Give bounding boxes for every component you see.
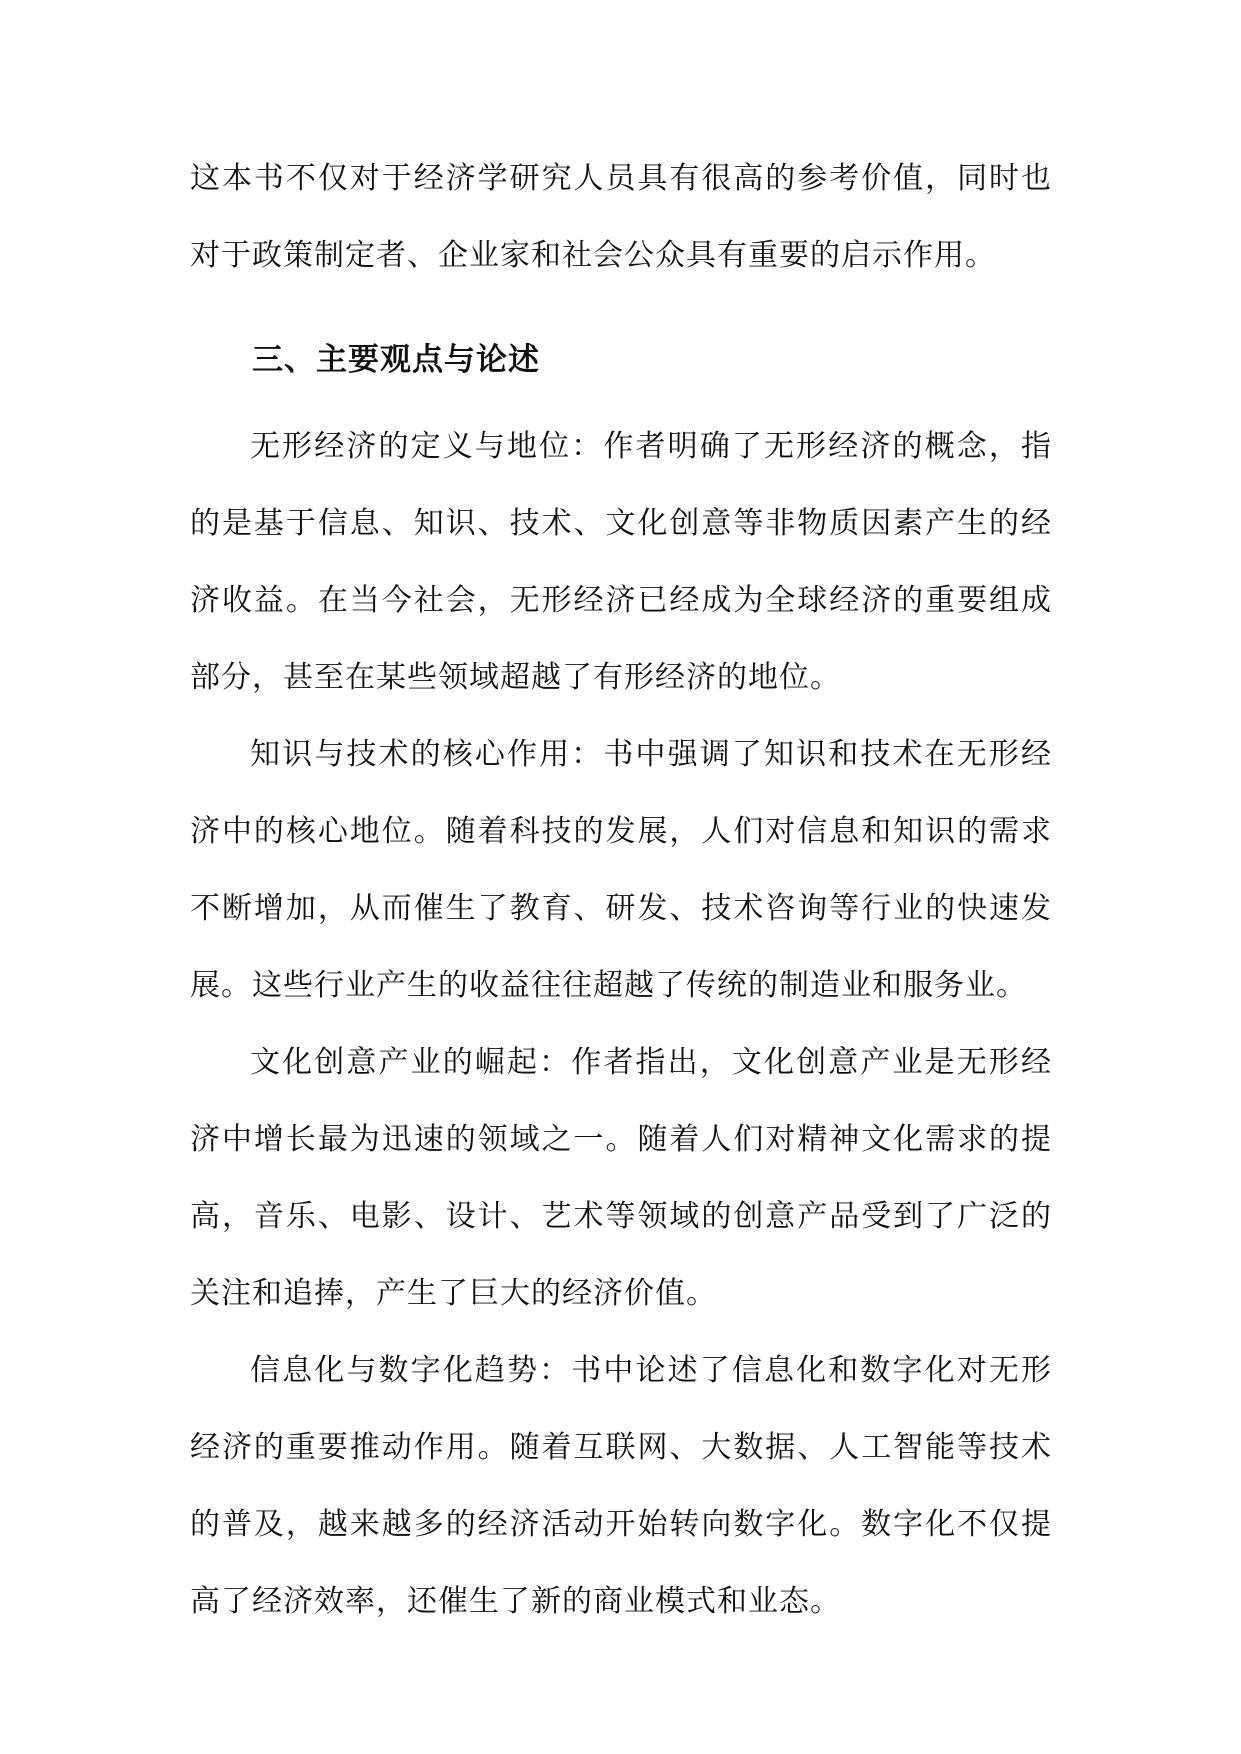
paragraph-knowledge-technology-role: 知识与技术的核心作用：书中强调了知识和技术在无形经济中的核心地位。随着科技的发展，人们对信息和知识的需求不断增加，从而催生了教育、研发、技术咨询等行业的快速发展。这些行业产生的收益往往超越了传统的制造业和服务业。 — [190, 737, 1052, 1003]
paragraph-digitalization-trend: 信息化与数字化趋势：书中论述了信息化和数字化对无形经济的重要推动作用。随着互联网、大数据、人工智能等技术的普及，越来越多的经济活动开始转向数字化。数字化不仅提高了经济效率，还催生了新的商业模式和业态。 — [190, 1353, 1052, 1619]
intro-paragraph: 这本书不仅对于经济学研究人员具有很高的参考价值，同时也对于政策制定者、企业家和社会公众具有重要的启示作用。 — [190, 161, 1052, 273]
paragraph-cultural-creative-industry: 文化创意产业的崛起：作者指出，文化创意产业是无形经济中增长最为迅速的领域之一。随着人们对精神文化需求的提高，音乐、电影、设计、艺术等领域的创意产品受到了广泛的关注和追捧，产生了巨大的经济价值。 — [190, 1045, 1052, 1311]
section-heading: 三、主要观点与论述 — [252, 342, 540, 378]
paragraph-intangible-economy-definition: 无形经济的定义与地位：作者明确了无形经济的概念，指的是基于信息、知识、技术、文化创意等非物质因素产生的经济收益。在当今社会，无形经济已经成为全球经济的重要组成部分，甚至在某些领域超越了有形经济的地位。 — [190, 429, 1052, 695]
page-content — [190, 140, 1052, 1640]
